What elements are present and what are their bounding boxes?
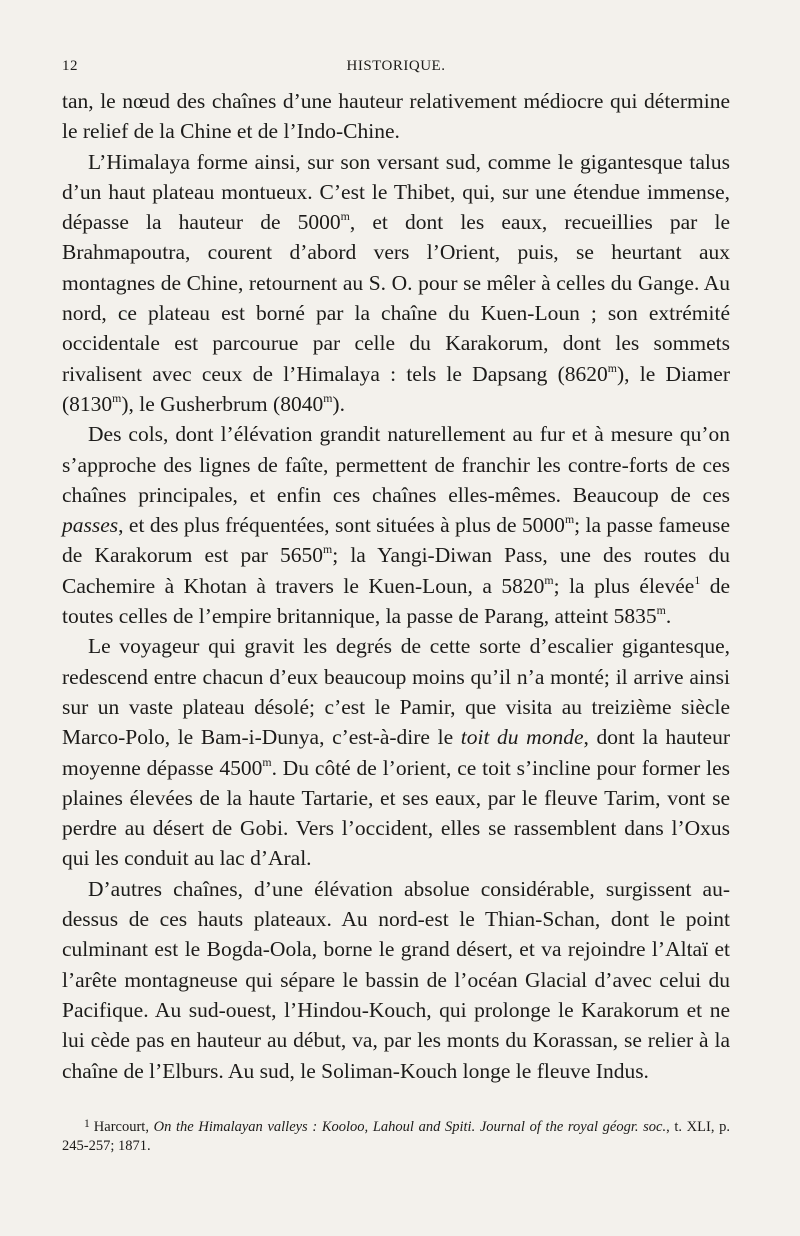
unit-superscript: m xyxy=(323,542,333,557)
text-run: ), le Diamer (8130 xyxy=(62,361,730,416)
text-run: . xyxy=(665,604,672,629)
unit-superscript: m xyxy=(112,391,122,406)
text-run: , et dont les eaux, recueillies par le Brahmapoutra, courent d’abord vers l’Orient, puis, se heurtant aux montagnes de Chine, retournent au S. O. pour se mêler à celles du Gange. Au nord, ce plateau est borné par la chaîne du Kuen-Loun ; son extrémité occidentale est parcourue par celle du Karakorum, dont les sommets rivalisent avec ceux de l’Himalaya : tels le Dapsang (8620 xyxy=(62,210,730,386)
unit-superscript: m xyxy=(607,360,617,375)
unit-superscript: m xyxy=(656,603,666,618)
text-run: , dont la hauteur moyenne dépasse 4500 xyxy=(62,725,730,780)
running-title: HISTORIQUE. xyxy=(346,58,446,74)
text-run: L’Himalaya forme ainsi, sur son versant sud, comme le gigantesque talus d’un haut plateau montueux. C’est le Thibet, qui, sur une étendue immense, dépasse la hauteur de 5000 xyxy=(62,149,730,235)
page xyxy=(62,58,730,1156)
footnote-title: On the Himalayan valleys : Kooloo, Lahoul and Spiti. Journal of the royal géogr. soc. xyxy=(153,1118,667,1135)
paragraph-1: tan, le nœud des chaînes d’une hauteur relativement médiocre qui détermine le relief de la Chine et de l’Indo-Chine. xyxy=(62,89,730,144)
unit-superscript: m xyxy=(323,391,333,406)
footnote-author: Harcourt, xyxy=(93,1118,154,1135)
footnote-citation: , t. XLI, p. 245-257; 1871. xyxy=(62,1118,730,1154)
paragraph-4 xyxy=(62,631,730,873)
text-run: ; la Yangi-Diwan Pass, une des routes du Cachemire à Khotan à travers le Kuen-Loun, a 5820 xyxy=(62,543,730,598)
text-run: ). xyxy=(332,391,345,416)
footnote-spacer xyxy=(62,1086,730,1114)
text-run: ; la plus élevée xyxy=(553,573,695,598)
text-run: Le voyageur qui gravit les degrés de cette sorte d’escalier gigantesque, redescend entre chacun d’eux beaucoup moins qu’il n’a monté; il arrive ainsi sur un vaste plateau désolé; c’est le Pamir, que visita au treizième siècle Marco-Polo, le Bam-i-Dunya, c’est-à-dire le xyxy=(62,634,730,750)
body-text xyxy=(62,86,730,1086)
paragraph-2 xyxy=(62,147,730,420)
text-run: de toutes celles de l’empire britannique, la passe de Parang, atteint 5835 xyxy=(62,573,730,629)
footnote-reference[interactable]: 1 xyxy=(694,572,701,587)
footnote-mark: 1 xyxy=(84,1116,90,1130)
text-run: Des cols, dont l’élévation grandit naturellement au fur et à mesure qu’on s’approche des lignes de faîte, permettent de franchir les contre-forts de ces chaînes principales, et enfin ces chaînes elles-mêmes. Beaucoup de ces xyxy=(62,422,730,507)
page-number: 12 xyxy=(62,58,78,74)
italic-term: toit du monde xyxy=(460,725,584,750)
text-run: . Du côté de l’orient, ce toit s’incline pour former les plaines élevées de la haute Tartarie, et ses eaux, par le fleuve Tarim, vont se perdre au désert de Gobi. Vers l’occident, elles se rassemblent dans l’Oxus qui les conduit au lac d’Aral. xyxy=(62,755,730,871)
text-run: ), le Gusherbrum (8040 xyxy=(121,391,324,416)
italic-term: passes xyxy=(62,513,119,538)
paragraph-3 xyxy=(62,419,730,631)
text-run: ; la passe fameuse de Karakorum est par 5650 xyxy=(62,513,730,568)
text-run: , et des plus fréquentées, sont situées à plus de 5000 xyxy=(118,513,565,538)
paragraph-5: D’autres chaînes, d’une élévation absolue considérable, surgissent au-dessus de ces hauts plateaux. Au nord-est le Thian-Schan, dont le point culminant est le Bogda-Oola, borne le grand désert, et va rejoindre l’Altaï et l’arête montagneuse qui sépare le bassin de l’océan Glacial d’avec celui du Pacifique. Au sud-ouest, l’Hindou-Kouch, qui prolonge le Karakorum et ne lui cède pas en hauteur au début, va, par les monts du Korassan, se relier à la chaîne de l’Elburs. Au sud, le Soliman-Kouch longe le fleuve Indus. xyxy=(62,876,730,1083)
unit-superscript: m xyxy=(544,572,554,587)
unit-superscript: m xyxy=(262,754,272,769)
unit-superscript: m xyxy=(340,209,350,224)
page-header xyxy=(62,58,730,86)
unit-superscript: m xyxy=(564,512,575,527)
footnote xyxy=(62,1114,730,1156)
